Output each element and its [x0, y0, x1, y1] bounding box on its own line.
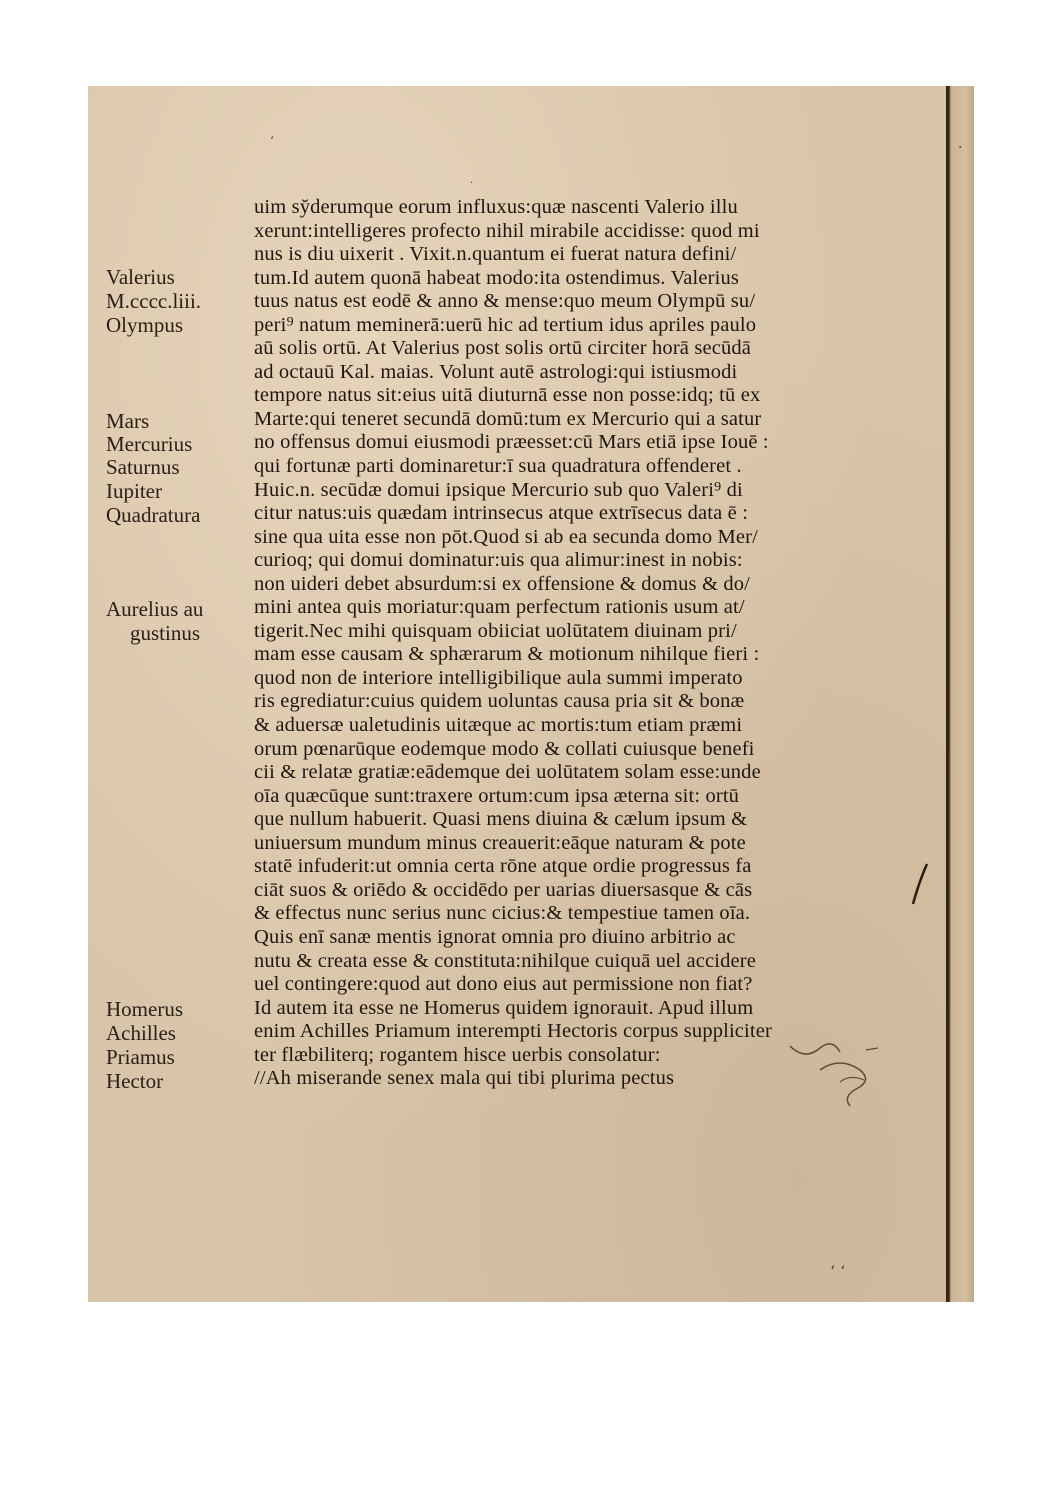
text-line: //Ah miserande senex mala qui tibi plurima pectus [254, 1067, 675, 1090]
stray-mark-top: ‘ [270, 134, 274, 148]
text-line: ter flæbiliterq; rogantem hisce uerbis consolatur: [254, 1043, 661, 1066]
text-line: mam esse causam & sphærarum & motionum nihilque fieri : [254, 643, 760, 666]
text-line: Quis enī sanæ mentis ignorat omnia pro diuino arbitrio ac [254, 925, 736, 948]
pen-stroke-right [905, 860, 935, 910]
text-line: ciāt suos & oriēdo & occidēdo per uarias diuersasque & cās [254, 878, 753, 901]
margin-note: Homerus [106, 997, 183, 1021]
text-line: que nullum habuerit. Quasi mens diuina & cælum ipsum & [254, 808, 748, 831]
text-line: oīa quæcūque sunt:traxere ortum:cum ipsa æterna sit: ortū [254, 784, 740, 807]
margin-note: gustinus [130, 621, 201, 645]
text-line: enim Achilles Priamum interempti Hectoris corpus suppliciter [254, 1020, 772, 1043]
text-line: citur natus:uis quædam intrinsecus atque extrīsecus data ē : [254, 502, 749, 525]
text-line: nus is diu uixerit . Vixit.n.quantum ei fuerat natura defini/ [254, 243, 737, 266]
margin-note: Saturnus [106, 455, 180, 479]
margin-note: Achilles [106, 1021, 176, 1045]
binding-edge [946, 86, 974, 1302]
text-line: uim sy̆derumque eorum influxus:quæ nascenti Valerio illu [254, 196, 738, 218]
text-line: ad octauū Kal. maias. Volunt autē astrologi:qui istiusmodi [254, 360, 738, 383]
margin-note: Olympus [106, 313, 184, 337]
text-line: curioq; qui domui dominatur:uis qua alimur:inest in nobis: [254, 549, 743, 572]
margin-note: Aurelius au [106, 597, 204, 621]
text-line: no offensus domui eiusmodi præesset:cū Mars etiā ipse Iouē : [254, 431, 769, 454]
margin-note: Valerius [106, 265, 175, 289]
text-line: uniuersum mundum minus creauerit:eāque naturam & pote [254, 831, 746, 854]
text-line: & effectus nunc serius nunc cicius:& tempestiue tamen oīa. [254, 902, 751, 925]
text-line: tuus natus est eodē & anno & mense:quo meum Olympū su/ [254, 290, 756, 313]
text-line: aū solis ortū. At Valerius post solis ortū circiter horā secūdā [254, 337, 751, 360]
body-text-block [254, 196, 874, 1091]
text-line: tempore natus sit:eius uitā diuturnā esse non posse:idq; tū ex [254, 384, 761, 407]
margin-note: Quadratura [106, 503, 201, 527]
text-line: Huic.n. secūdæ domui ipsique Mercurio sub quo Valeri⁹ di [254, 478, 743, 501]
text-line: mini antea quis moriatur:quam perfectum rationis usum at/ [254, 596, 745, 619]
stray-mark-header: · [470, 178, 474, 189]
text-line: xerunt:intelligeres profecto nihil mirabile accidisse: quod mi [254, 219, 760, 242]
text-line: nutu & creata esse & constituta:nihilque cuiquā uel accidere [254, 949, 756, 972]
text-line: statē infuderit:ut omnia certa rōne atque ordie progressus fa [254, 855, 752, 878]
stray-mark-edge: · [958, 140, 963, 156]
text-line: sine qua uita esse non pōt.Quod si ab ea secunda domo Mer/ [254, 525, 759, 548]
margin-note: Priamus [106, 1045, 175, 1069]
stray-mark-bottom: ‘ ‘ [830, 1262, 846, 1281]
text-line: tigerit.Nec mihi quisquam obiiciat uolūtatem diuinam pri/ [254, 619, 737, 642]
margin-note: M.cccc.liii. [106, 289, 202, 313]
margin-note: Hector [106, 1069, 164, 1093]
text-line: uel contingere:quod aut dono eius aut permissione non fiat? [254, 973, 753, 996]
text-line: & aduersæ ualetudinis uitæque ac mortis:tum etiam præmi [254, 714, 743, 737]
text-line: orum pœnarūque eodemque modo & collati cuiusque benefi [254, 737, 755, 760]
text-line: quod non de interiore intelligibilique aula summi imperato [254, 666, 743, 689]
text-line: Id autem ita esse ne Homerus quidem ignorauit. Apud illum [254, 996, 754, 1019]
text-line: ris egrediatur:cuius quidem uoluntas causa pria sit & bonæ [254, 690, 745, 713]
text-line: peri⁹ natum meminerā:uerū hic ad tertium idus apriles paulo [254, 313, 757, 336]
text-line: Marte:qui teneret secundā domū:tum ex Mercurio qui a satur [254, 407, 762, 430]
text-line: cii & relatæ gratiæ:eādemque dei uolūtatem solam esse:unde [254, 761, 761, 784]
margin-note: Mercurius [106, 432, 193, 456]
text-line: qui fortunæ parti dominaretur:ī sua quadratura offenderet . [254, 455, 742, 478]
text-line: tum.Id autem quonā habeat modo:ita ostendimus. Valerius [254, 266, 739, 289]
text-line: non uideri debet absurdum:si ex offensione & domus & do/ [254, 572, 750, 595]
margin-note: Iupiter [106, 479, 162, 503]
margin-note: Mars [106, 409, 150, 433]
